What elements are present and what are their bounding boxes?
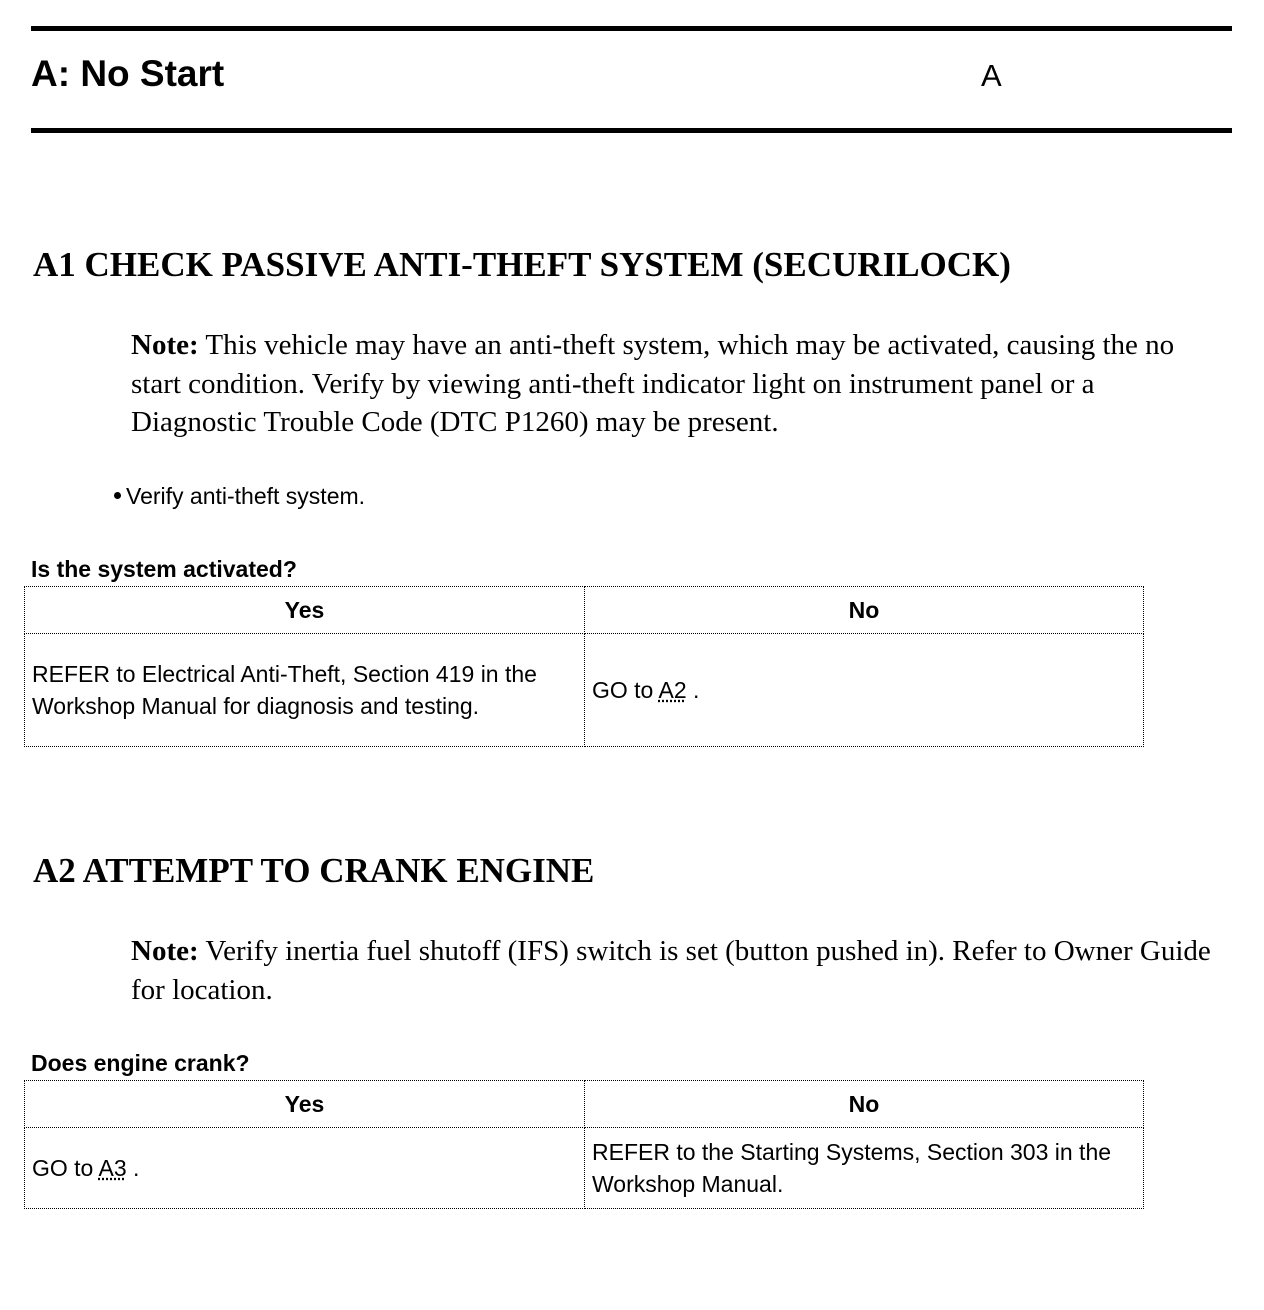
note-text: Verify inertia fuel shutoff (IFS) switch is set (button pushed in). Refer to Owner Guide for location. — [131, 935, 1211, 1006]
step-a2-question: Does engine crank? — [31, 1050, 250, 1076]
no-cell — [585, 634, 1144, 747]
go-to-label: GO to — [592, 677, 654, 703]
no-cell: REFER to the Starting Systems, Section 303 in the Workshop Manual. — [585, 1128, 1144, 1209]
table-row — [25, 1128, 1144, 1209]
table-row — [25, 634, 1144, 747]
step-a2-table — [24, 1080, 1144, 1209]
yes-header: Yes — [25, 587, 585, 634]
note-label: Note: — [131, 935, 199, 967]
step-a1-note — [131, 326, 1191, 442]
step-a2-heading: A2 ATTEMPT TO CRANK ENGINE — [33, 851, 595, 890]
bullet-text: Verify anti-theft system. — [126, 483, 366, 509]
page-title: A: No Start — [31, 53, 225, 94]
table-header-row — [25, 587, 1144, 634]
link-a3[interactable]: A3 — [98, 1155, 127, 1181]
step-a2-note — [131, 932, 1221, 1009]
link-a2[interactable]: A2 — [658, 677, 687, 703]
note-text: This vehicle may have an anti-theft system, which may be activated, causing the no start condition. Verify by viewing anti-theft indicator light on instrument panel or a Diagnostic Trouble Code (DTC P1260) may be present. — [131, 329, 1175, 438]
step-a1-question: Is the system activated? — [31, 556, 297, 582]
yes-cell — [25, 1128, 585, 1209]
step-a1-heading: A1 CHECK PASSIVE ANTI-THEFT SYSTEM (SECURILOCK) — [33, 245, 1011, 284]
yes-cell: REFER to Electrical Anti-Theft, Section 419 in the Workshop Manual for diagnosis and testing. — [25, 634, 585, 747]
no-header: No — [585, 1081, 1144, 1128]
yes-header: Yes — [25, 1081, 585, 1128]
step-a1-bullet — [114, 481, 365, 511]
bullet-icon — [114, 492, 121, 499]
top-rule — [31, 26, 1232, 31]
table-header-row — [25, 1081, 1144, 1128]
period: . — [133, 1155, 140, 1181]
no-header: No — [585, 587, 1144, 634]
note-label: Note: — [131, 329, 199, 361]
page-code: A — [981, 58, 1002, 93]
period: . — [693, 677, 700, 703]
title-bottom-rule — [31, 128, 1232, 133]
go-to-label: GO to — [32, 1155, 94, 1181]
step-a1-table — [24, 586, 1144, 747]
